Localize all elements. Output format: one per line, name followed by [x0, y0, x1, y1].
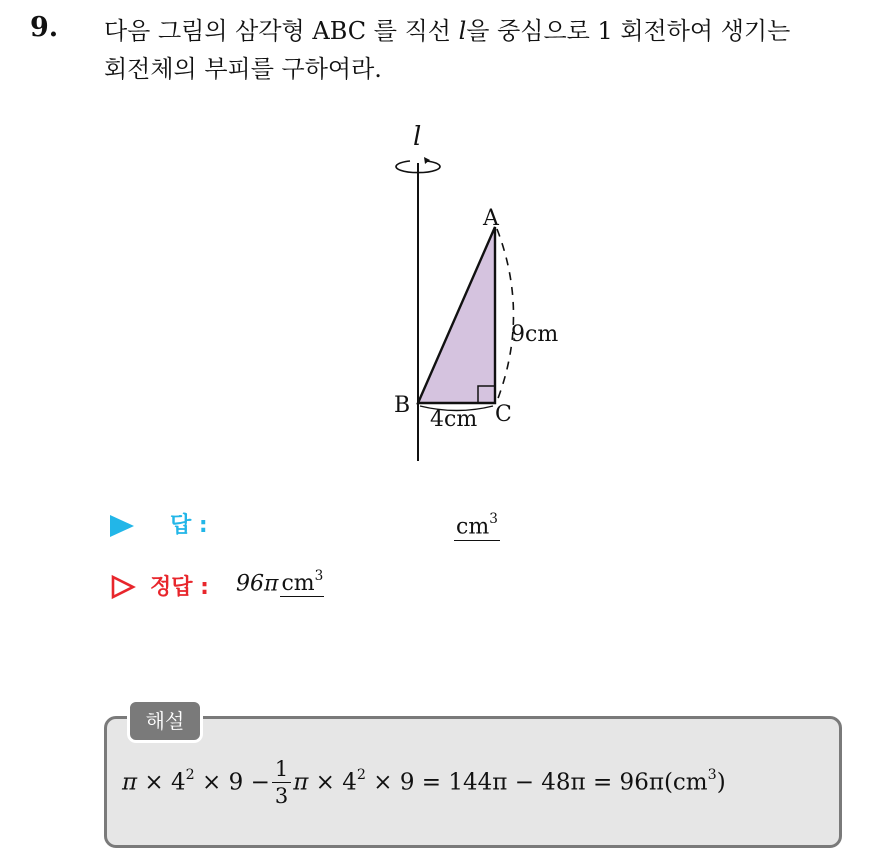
vertex-c-label: C [495, 402, 512, 427]
answer-blank[interactable] [454, 508, 500, 541]
answer-unit: cm [456, 514, 490, 540]
formula-tail-2: × 9 = 144π − 48π = 96π(cm [365, 769, 708, 796]
question-text [104, 12, 874, 88]
formula-pi-1: π [122, 769, 138, 796]
formula-unit-exponent: 3 [707, 767, 717, 784]
solution-value: 96π [236, 571, 279, 597]
question-number: 9. [30, 12, 59, 43]
solution-label: 정답 : [150, 575, 209, 600]
fraction-denominator: 3 [274, 784, 289, 808]
formula-fraction [272, 756, 291, 809]
formula-part-2 [293, 769, 725, 796]
answer-label: 답 : [170, 513, 208, 538]
explanation-formula [122, 756, 726, 816]
solution-arrow-icon [110, 574, 136, 600]
formula-pi-2: π [293, 769, 309, 796]
formula-exponent-1: 2 [185, 767, 195, 784]
explanation-tag: 해설 [127, 699, 203, 743]
solution-unit: cm [281, 571, 315, 597]
height-dimension-arc [497, 229, 514, 401]
answer-arrow-icon [110, 515, 134, 537]
question-line-1 [104, 12, 874, 50]
rotation-figure [380, 115, 580, 465]
question-line-1-post: 을 중심으로 1 회전하여 생기는 [466, 17, 791, 45]
formula-term-1: × 4 [137, 769, 186, 796]
fraction-numerator: 1 [272, 756, 291, 783]
triangle-abc [418, 227, 495, 403]
solution-unit-wrap [280, 567, 324, 597]
triangle-diagram [380, 115, 580, 465]
formula-term-2: × 4 [308, 769, 357, 796]
formula-close: ) [716, 769, 726, 796]
axis-label: l [413, 122, 422, 152]
question-line-2: 회전체의 부피를 구하여라. [104, 55, 382, 83]
answer-unit-exponent: 3 [489, 510, 498, 527]
vertex-b-label: B [394, 393, 411, 418]
axis-variable: l [458, 17, 467, 45]
solution-unit-exponent: 3 [314, 567, 324, 584]
solution-row [110, 568, 610, 604]
formula-tail-1: × 9 − [194, 769, 270, 796]
height-label: 9cm [511, 322, 559, 347]
formula-exponent-2: 2 [356, 767, 366, 784]
answer-row [110, 508, 610, 542]
formula-part-1 [122, 769, 270, 796]
base-label: 4cm [430, 407, 478, 432]
solution-value-wrap [236, 567, 324, 597]
question-line-1-pre: 다음 그림의 삼각형 ABC 를 직선 [104, 17, 459, 45]
vertex-a-label: A [483, 206, 499, 231]
